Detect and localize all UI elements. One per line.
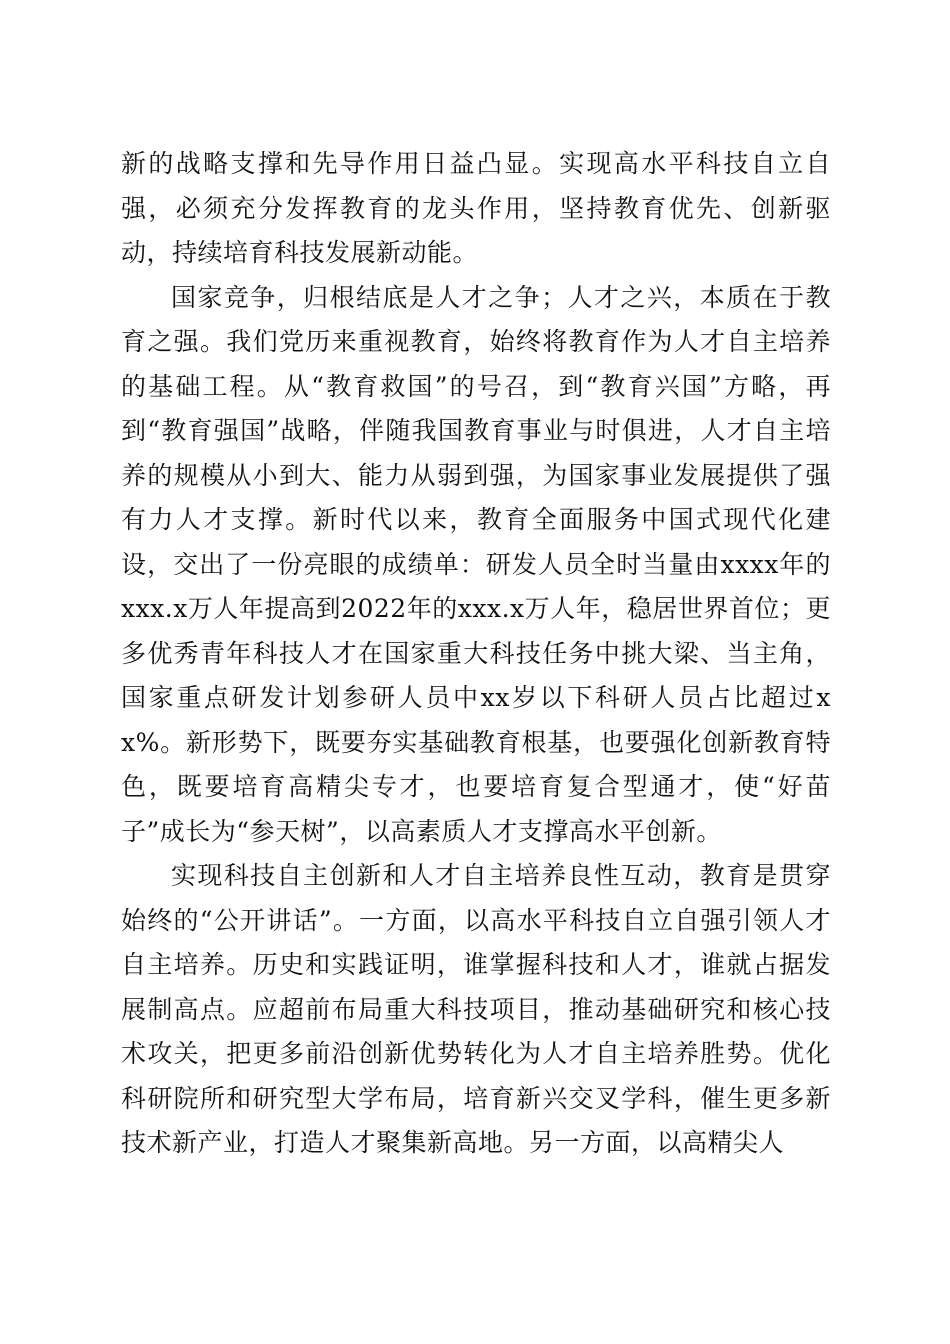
paragraph-2: 国家竞争，归根结底是人才之争；人才之兴，本质在于教育之强。我们党历来重视教育，始终将教育作为人才自主培养的基础工程。从“教育救国”的号召，到“教育兴国”方略，再到“教育强国”战略，伴随我国教育事业与时俱进，人才自主培养的规模从小到大、能力从弱到强，为国家事业发展提供了强有力人才支撑。新时代以来，教育全面服务中国式现代化建设，交出了一份亮眼的成绩单：研发人员全时当量由xxxx年的xxx.x万人年提高到2022年的xxx.x万人年，稳居世界首位；更多优秀青年科技人才在国家重大科技任务中挑大梁、当主角，国家重点研发计划参研人员中xx岁以下科研人员占比超过xx%。新形势下，既要夯实基础教育根基，也要强化创新教育特色，既要培育高精尖专才，也要培育复合型通才，使“好苗子”成长为“参天树”，以高素质人才支撑高水平创新。: [121, 282, 831, 846]
paragraph-3: 实现科技自主创新和人才自主培养良性互动，教育是贯穿始终的“公开讲话”。一方面，以高水平科技自立自强引领人才自主培养。历史和实践证明，谁掌握科技和人才，谁就占据发展制高点。应超前布局重大科技项目，推动基础研究和核心技术攻关，把更多前沿创新优势转化为人才自主培养胜势。优化科研院所和研究型大学布局，培育新兴交叉学科，催生更多新技术新产业，打造人才聚集新高地。另一方面，以高精尖人: [121, 861, 831, 1157]
paragraph-1: 新的战略支撑和先导作用日益凸显。实现高水平科技自立自强，必须充分发挥教育的龙头作用，坚持教育优先、创新驱动，持续培育科技发展新动能。: [121, 149, 831, 267]
document-body: [121, 142, 831, 1166]
